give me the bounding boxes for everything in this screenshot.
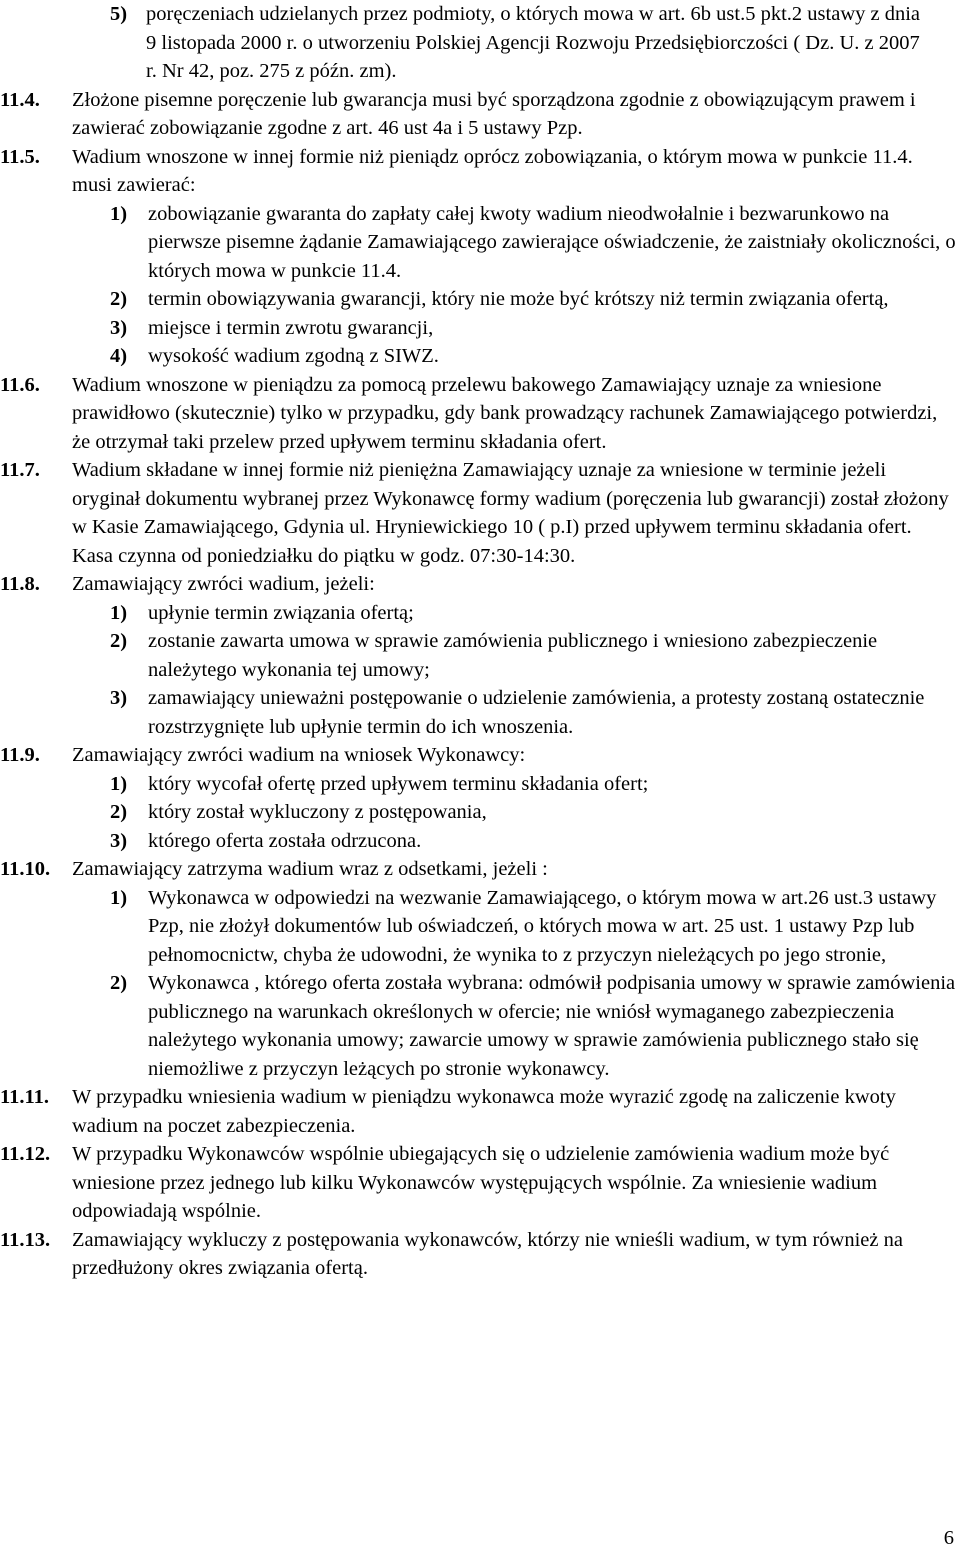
item-text: poręczeniach udzielanych przez podmioty, o których mowa w art. 6b ust.5 pkt.2 ustawy z dnia 9 listopada 2000 r. o utworzeniu Polskiej Agencji Rozwoju Przedsiębiorczości ( Dz. U. z 2007 r. Nr 42, poz. 275 z późn. zm).	[146, 3, 921, 82]
section-number: 11.11.	[0, 1086, 49, 1108]
page-number: 6	[943, 1527, 954, 1549]
item-number: 1)	[110, 202, 128, 225]
list-item	[110, 342, 960, 371]
item-number: 2)	[110, 630, 128, 652]
section	[0, 371, 960, 457]
section-number: 11.13.	[0, 1228, 51, 1251]
list-item	[110, 684, 960, 741]
item-text: który został wykluczony z postępowania,	[148, 801, 487, 823]
item-number: 3)	[110, 316, 128, 339]
item-number: 2)	[110, 801, 128, 823]
list-item	[110, 627, 960, 684]
list-item	[110, 770, 960, 799]
section	[0, 1140, 960, 1226]
list-item	[110, 200, 960, 286]
section-number: 11.10.	[0, 858, 51, 880]
item-text: Wykonawca w odpowiedzi na wezwanie Zamawiającego, o którym mowa w art.26 ust.3 ustawy Pzp, nie złożył dokumentów lub oświadczeń, o których mowa w art. 25 ust. 1 ustawy Pzp lub pełnomocnictw, chyba że udowodni, że wynika to z przyczyn nieleżących po jego stronie,	[148, 886, 937, 966]
item-number: 2)	[110, 288, 128, 310]
section	[0, 855, 960, 884]
item-text: termin obowiązywania gwarancji, który nie może być krótszy niż termin związania ofertą,	[148, 288, 889, 310]
item-number: 4)	[110, 345, 128, 367]
sections-container	[0, 86, 960, 1283]
section-text: Wadium wnoszone w innej formie niż pieniądz oprócz zobowiązania, o którym mowa w punkcie 11.4. musi zawierać:	[72, 145, 913, 196]
section-number: 11.5.	[0, 145, 40, 168]
section-text: Wadium wnoszone w pieniądzu za pomocą przelewu bakowego Zamawiający uznaje za wniesione prawidłowo (skutecznie) tylko w przypadku, gdy bank prowadzący rachunek Zamawiającego potwierdzi, że otrzymał taki przelew przed upływem terminu składania ofert.	[72, 373, 938, 453]
list-item	[110, 827, 960, 856]
item-number: 3)	[110, 829, 128, 852]
section-number: 11.12.	[0, 1143, 51, 1165]
sub-list	[0, 770, 960, 856]
item-text: którego oferta została odrzucona.	[148, 829, 422, 852]
item-number: 1)	[110, 772, 128, 795]
section-number: 11.4.	[0, 88, 40, 111]
section-text: W przypadku wniesienia wadium w pieniądzu wykonawca może wyrazić zgodę na zaliczenie kwoty wadium na pocz​et zabezpieczenia.	[72, 1086, 896, 1137]
section	[0, 1083, 960, 1140]
sub-list	[0, 884, 960, 1084]
section-text: Zamawiający zwróci wadium, jeżeli:	[72, 573, 375, 595]
section-text: Zamawiający zatrzyma wadium wraz z odsetkami, jeżeli :	[72, 858, 548, 880]
list-item	[110, 798, 960, 827]
section-text: Wadium składane w innej formie niż pieniężna Zamawiający uznaje za wniesione w terminie jeżeli oryginał dokumentu wybranej przez Wykonawcę formy wadium (poręczenia lub gwarancji) został złożony w Kasie Zamawiającego, Gdynia ul. Hryniewickiego 10 ( p.I) przed upływem terminu składania ofert. Kasa czynna od poniedziałku do piątku w godz. 07:30-14:30.	[72, 459, 949, 567]
section	[0, 570, 960, 599]
item-text: miejsce i termin zwrotu gwarancji,	[148, 316, 434, 339]
section	[0, 456, 960, 570]
section-text: W przypadku Wykonawców wspólnie ubiegających się o udzielenie zamówienia wadium może być wniesione przez jednego lub kilku Wykonawców występujących wspólnie. Za wniesienie wadium odpowiadają wspólnie.	[72, 1143, 890, 1222]
section-number: 11.9.	[0, 744, 40, 766]
section-number: 11.8.	[0, 573, 40, 595]
section	[0, 143, 960, 200]
list-item	[110, 314, 960, 343]
section	[0, 741, 960, 770]
section-number: 11.6.	[0, 373, 40, 396]
list-item	[110, 969, 960, 1083]
item-number: 1)	[110, 886, 128, 909]
section-number: 11.7.	[0, 459, 40, 481]
section	[0, 86, 960, 143]
list-item	[0, 0, 960, 86]
sub-list	[0, 200, 960, 371]
section-text: Zamawiający zwróci wadium na wniosek Wykonawcy:	[72, 744, 526, 766]
section-text: Złożone pisemne poręczenie lub gwarancja musi być sporządzona zgodnie z obowiązującym prawem i zawierać zobowiązanie zgodne z art. 46 ust 4a i 5 ustawy Pzp.	[72, 88, 916, 139]
item-text: zobowiązanie gwaranta do zapłaty całej kwoty wadium nieodwołalnie i bezwarunkowo na pierwsze pisemne żądanie Zamawiającego zawierające oświadczenie, że zaistniały okoliczności, o których mowa w punkcie 11.4.	[148, 202, 956, 282]
item-number: 5)	[110, 3, 128, 25]
item-text: zamawiający unieważni postępowanie o udzielenie zamówienia, a protesty zostaną ostatecznie rozstrzygnięte lub upłynie termin do ich wnoszenia.	[148, 687, 925, 738]
sub-list	[0, 599, 960, 742]
section	[0, 1226, 960, 1283]
list-item	[110, 285, 960, 314]
section-text: Zamawiający wykluczy z postępowania wykonawców, którzy nie wnieśli wadium, w tym również na przedłużony okres związania ofertą.	[72, 1228, 903, 1279]
item-text: Wykonawca , którego oferta została wybrana: odmówił podpisania umowy w sprawie zamówienia publicznego na warunkach określonych w ofercie; nie wniósł wymaganego zabezpieczenia należytego wykonania umowy; zawarcie umowy w sprawie zamówienia publicznego stało się niemożliwe z przyczyn leżących po stronie wykonawcy.	[148, 972, 956, 1080]
item-number: 3)	[110, 687, 128, 709]
list-item	[110, 599, 960, 628]
item-text: zostanie zawarta umowa w sprawie zamówienia publicznego i wniesiono zabezpieczenie należytego wykonania tej umowy;	[148, 630, 878, 681]
item-text: wysokość wadium zgodną z SIWZ.	[148, 345, 439, 367]
item-number: 1)	[110, 601, 128, 624]
list-item	[110, 884, 960, 970]
item-text: upłynie termin związania ofertą;	[148, 601, 414, 624]
item-number: 2)	[110, 972, 128, 994]
item-text: który wycofał ofertę przed upływem terminu składania ofert;	[148, 772, 649, 795]
